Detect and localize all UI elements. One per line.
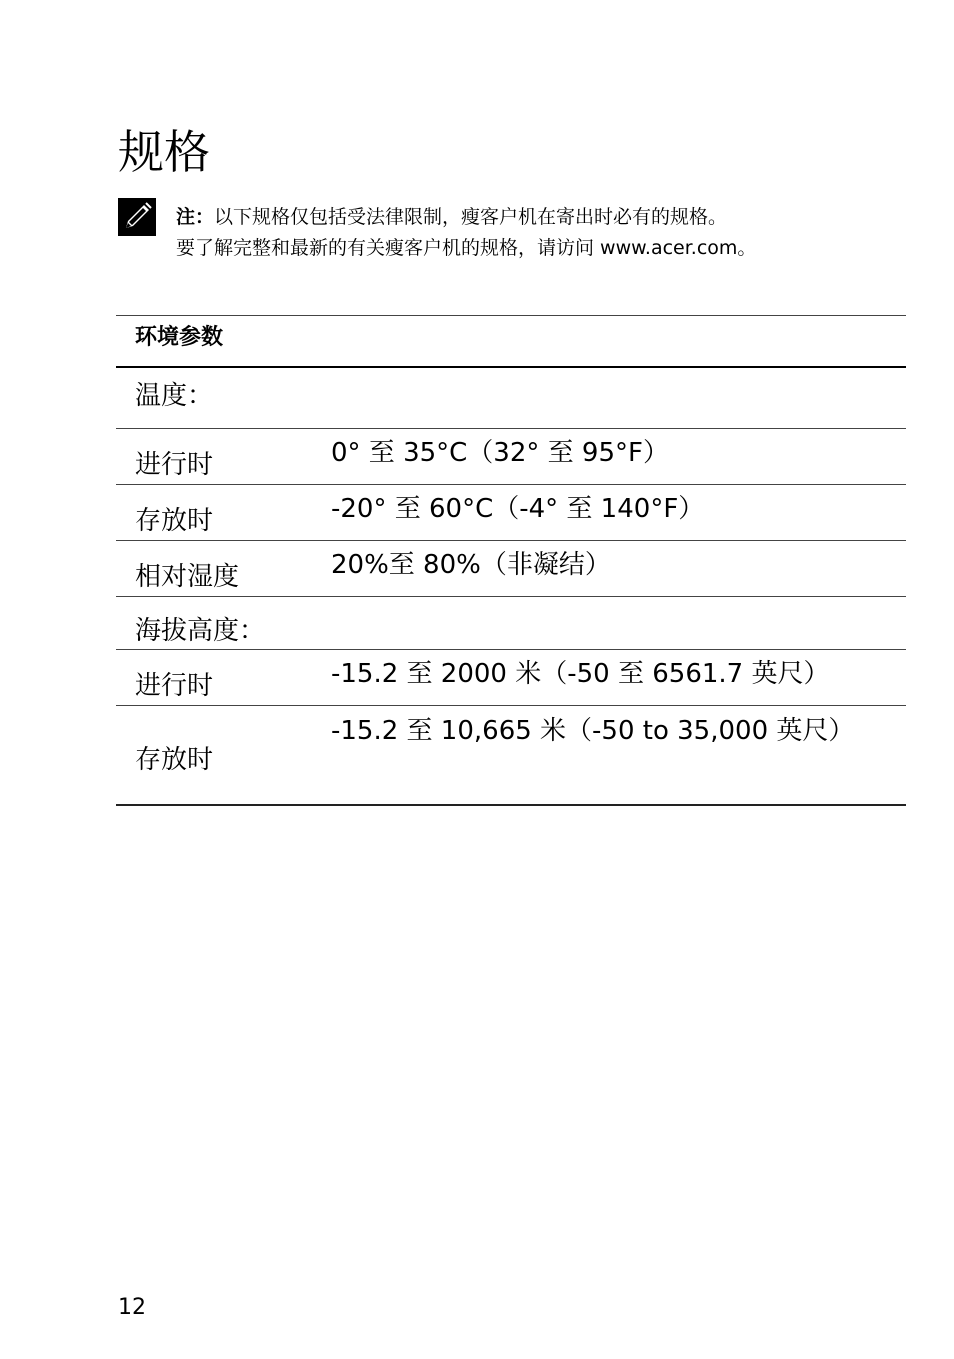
note-line-1 xyxy=(176,202,876,233)
section-label-temperature: 温度： xyxy=(135,381,214,411)
note-line-2: 要了解完整和最新的有关瘦客户机的规格，请访问 www.acer.com。 xyxy=(176,237,757,259)
table-row xyxy=(116,367,906,429)
row-label: 进行时 xyxy=(135,671,214,701)
table-row xyxy=(116,429,906,485)
row-label: 相对湿度 xyxy=(135,562,240,592)
row-label: 存放时 xyxy=(135,506,214,536)
section-label-altitude: 海拔高度： xyxy=(135,616,266,646)
table-row xyxy=(116,485,906,541)
note xyxy=(176,202,876,264)
table-row xyxy=(116,650,906,706)
table-row xyxy=(116,541,906,597)
row-value: -15.2 至 10,665 米（-50 to 35,000 英尺） xyxy=(331,716,855,746)
row-value: -20° 至 60°C（-4° 至 140°F） xyxy=(331,494,705,524)
page-title: 规格 xyxy=(118,125,210,179)
table-header-row xyxy=(116,316,906,368)
row-value: -15.2 至 2000 米（-50 至 6561.7 英尺） xyxy=(331,659,830,689)
row-value: 0° 至 35°C（32° 至 95°F） xyxy=(331,438,669,468)
pencil-icon xyxy=(118,198,156,236)
note-text-1: 以下规格仅包括受法律限制，瘦客户机在寄出时必有的规格。 xyxy=(214,206,728,228)
page-number: 12 xyxy=(118,1295,146,1320)
row-label: 存放时 xyxy=(135,745,214,775)
table-row xyxy=(116,597,906,650)
row-value: 20%至 80%（非凝结） xyxy=(331,550,611,580)
table-row xyxy=(116,706,906,806)
table-header: 环境参数 xyxy=(116,316,906,368)
specifications-table xyxy=(116,315,906,806)
row-label: 进行时 xyxy=(135,450,214,480)
note-label: 注： xyxy=(176,206,215,228)
